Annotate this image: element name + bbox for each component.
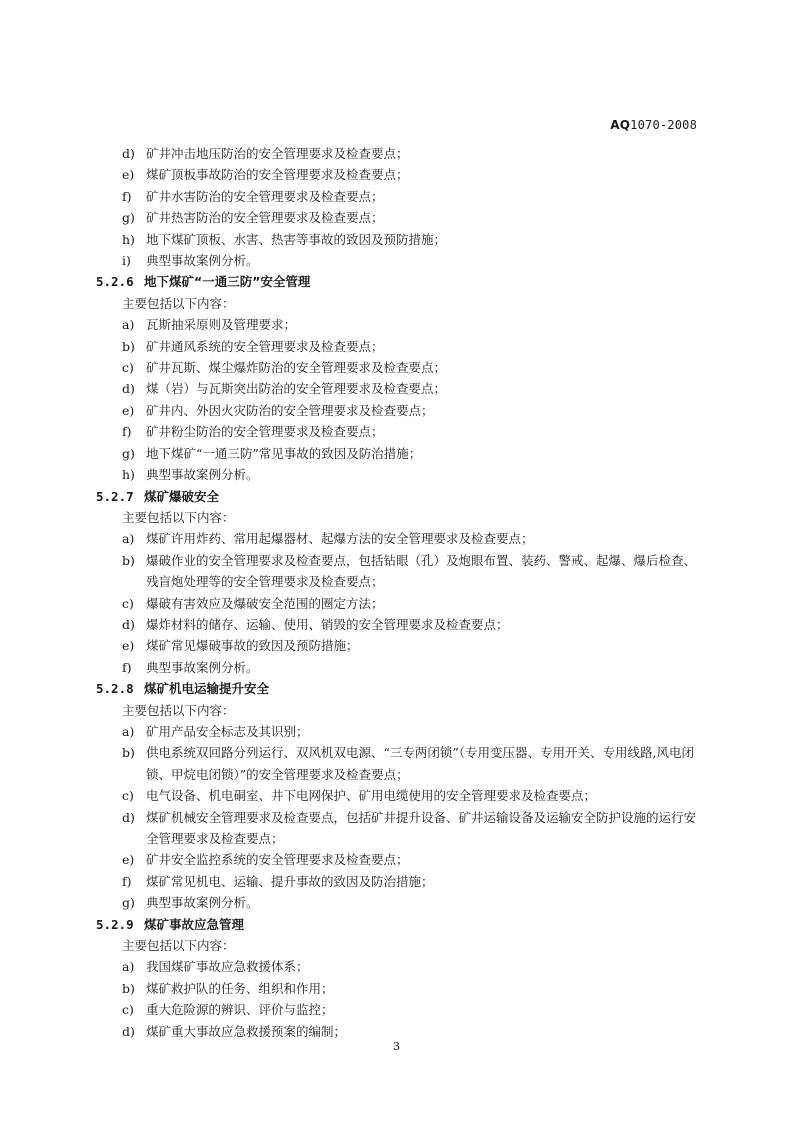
section-title: 煤矿机电运输提升安全 (144, 681, 270, 697)
list-item-label: g) (122, 895, 135, 911)
list-item-text: 煤矿顶板事故防治的安全管理要求及检查要点； (146, 167, 409, 183)
list-item-text: 煤矿救护队的任务、组织和作用； (146, 980, 334, 996)
list-item-text: 典型事故案例分析。 (146, 895, 259, 911)
list-item (96, 978, 700, 999)
list-item (96, 207, 700, 228)
list-item (96, 635, 700, 656)
list-item (96, 443, 700, 464)
list-item (96, 528, 700, 549)
list-item (96, 785, 700, 806)
list-item-text: 爆破有害效应及爆破安全范围的圈定方法； (146, 595, 384, 611)
list-item (96, 400, 700, 421)
list-item-text: 爆破作业的安全管理要求及检查要点，包括钻眼（孔）及炮眼布置、装药、警戒、起爆、爆后检查、残盲炮处理等的安全管理要求及检查要点； (146, 552, 697, 590)
list-item (96, 336, 700, 357)
list-item (96, 892, 700, 913)
list-item-label: c) (122, 788, 134, 804)
section-heading (96, 271, 700, 292)
list-item (96, 464, 700, 485)
list-item (96, 250, 700, 271)
list-item-label: b) (122, 980, 135, 996)
list-item (96, 721, 700, 742)
standard-code-prefix: AQ (610, 118, 631, 132)
list-item-label: h) (122, 467, 135, 483)
page-number: 3 (393, 1040, 400, 1053)
list-item (96, 1021, 700, 1042)
list-item-label: h) (122, 231, 135, 247)
list-item-label: c) (122, 1002, 134, 1018)
list-item (96, 871, 700, 892)
section-title: 煤矿爆破安全 (144, 488, 220, 504)
section-intro: 主要包括以下内容： (122, 295, 235, 311)
list-item-label: d) (122, 616, 135, 632)
list-item-label: b) (122, 745, 135, 761)
list-item-label: a) (122, 959, 135, 975)
list-item-text: 典型事故案例分析。 (146, 467, 259, 483)
list-item-text: 典型事故案例分析。 (146, 659, 259, 675)
list-item-label: d) (122, 1023, 135, 1039)
list-item-label: g) (122, 210, 135, 226)
list-item-text: 爆炸材料的储存、运输、使用、销毁的安全管理要求及检查要点； (146, 616, 509, 632)
list-item (96, 186, 700, 207)
section-title: 煤矿事故应急管理 (144, 916, 245, 932)
list-item-label: d) (122, 146, 135, 161)
list-item-text: 供电系统双回路分列运行、双风机双电源、“三专两闭锁”（专用变压器、专用开关、专用线路,风电闭锁、甲烷电闭锁）”的安全管理要求及检查要点； (146, 745, 695, 782)
list-item (96, 143, 700, 164)
list-item (96, 357, 700, 378)
list-item-text: 我国煤矿事故应急救援体系； (146, 959, 309, 975)
list-item (96, 378, 700, 399)
section-number: 5.2.9 (96, 916, 134, 932)
list-item-text: 矿井热害防治的安全管理要求及检查要点； (146, 210, 384, 226)
list-item-label: f) (122, 873, 132, 889)
list-item (96, 657, 700, 678)
list-item-label: e) (122, 638, 135, 654)
section-heading (96, 914, 700, 935)
list-item-label: f) (122, 424, 132, 440)
list-item-label: b) (122, 338, 135, 354)
list-item-text: 矿井通风系统的安全管理要求及检查要点； (146, 338, 384, 354)
list-item-label: e) (122, 852, 135, 868)
list-item-text: 煤矿机械安全管理要求及检查要点，包括矿井提升设备、矿井运输设备及运输安全防护设施的运行安全管理要求及检查要点； (146, 809, 697, 846)
list-item-text: 煤矿许用炸药、常用起爆器材、起爆方法的安全管理要求及检查要点； (146, 531, 534, 547)
section-heading (96, 486, 700, 507)
list-item (96, 742, 700, 785)
list-item-label: f) (122, 659, 132, 675)
list-item-text: 矿井粉尘防治的安全管理要求及检查要点； (146, 424, 384, 440)
list-item-label: c) (122, 595, 134, 611)
list-item-text: 矿用产品安全标志及其识别； (146, 723, 309, 739)
list-item-label: g) (122, 445, 135, 461)
list-item-text: 重大危险源的辨识、评价与监控； (146, 1002, 334, 1018)
section-intro: 主要包括以下内容： (122, 938, 235, 954)
list-item-label: b) (122, 552, 135, 568)
list-item-text: 煤矿常见爆破事故的致因及预防措施； (146, 638, 359, 654)
list-item-text: 矿井瓦斯、煤尘爆炸防治的安全管理要求及检查要点； (146, 360, 447, 376)
list-item-text: 煤矿重大事故应急救援预案的编制； (146, 1023, 347, 1039)
section-number: 5.2.7 (96, 488, 134, 504)
list-item-label: d) (122, 381, 135, 397)
section-intro: 主要包括以下内容： (122, 702, 235, 718)
list-item-label: c) (122, 360, 134, 376)
list-item-label: f) (122, 188, 132, 204)
list-item-label: e) (122, 167, 135, 183)
list-item-text: 煤矿常见机电、运输、提升事故的致因及防治措施； (146, 873, 434, 889)
list-item (96, 614, 700, 635)
list-item (96, 550, 700, 593)
list-item (96, 314, 700, 335)
list-item-text: 地下煤矿“一通三防”常见事故的致因及防治措施； (146, 445, 422, 461)
list-item (96, 807, 700, 850)
section-intro: 主要包括以下内容： (122, 509, 235, 525)
list-item (96, 421, 700, 442)
list-item-text: 矿井水害防治的安全管理要求及检查要点； (146, 188, 384, 204)
list-item-label: a) (122, 723, 135, 739)
standard-code (610, 118, 697, 132)
list-item (96, 593, 700, 614)
section-heading (96, 678, 700, 699)
list-item-text: 典型事故案例分析。 (146, 253, 259, 269)
list-item-label: d) (122, 809, 135, 825)
list-item-text: 瓦斯抽采原则及管理要求； (146, 317, 297, 333)
list-item-text: 矿井安全监控系统的安全管理要求及检查要点； (146, 852, 409, 868)
list-item-text: 矿井内、外因火灾防治的安全管理要求及检查要点； (146, 402, 434, 418)
list-item-label: e) (122, 402, 135, 418)
list-item-label: i) (122, 253, 131, 269)
list-item (96, 956, 700, 977)
document-body (96, 143, 700, 1042)
section-number: 5.2.6 (96, 274, 134, 290)
section-title: 地下煤矿“一通三防”安全管理 (144, 274, 311, 290)
list-item-text: 矿井冲击地压防治的安全管理要求及检查要点； (146, 146, 409, 161)
list-item (96, 849, 700, 870)
list-item-text: 电气设备、机电硐室、井下电网保护、矿用电缆使用的安全管理要求及检查要点； (146, 788, 597, 804)
list-item (96, 999, 700, 1020)
section-number: 5.2.8 (96, 681, 134, 697)
list-item (96, 164, 700, 185)
list-item-text: 地下煤矿顶板、水害、热害等事故的致因及预防措施； (146, 231, 447, 247)
standard-code-number: 1070-2008 (630, 118, 697, 132)
list-item-label: a) (122, 531, 135, 547)
list-item-text: 煤（岩）与瓦斯突出防治的安全管理要求及检查要点； (146, 381, 447, 397)
list-item (96, 229, 700, 250)
list-item-label: a) (122, 317, 135, 333)
